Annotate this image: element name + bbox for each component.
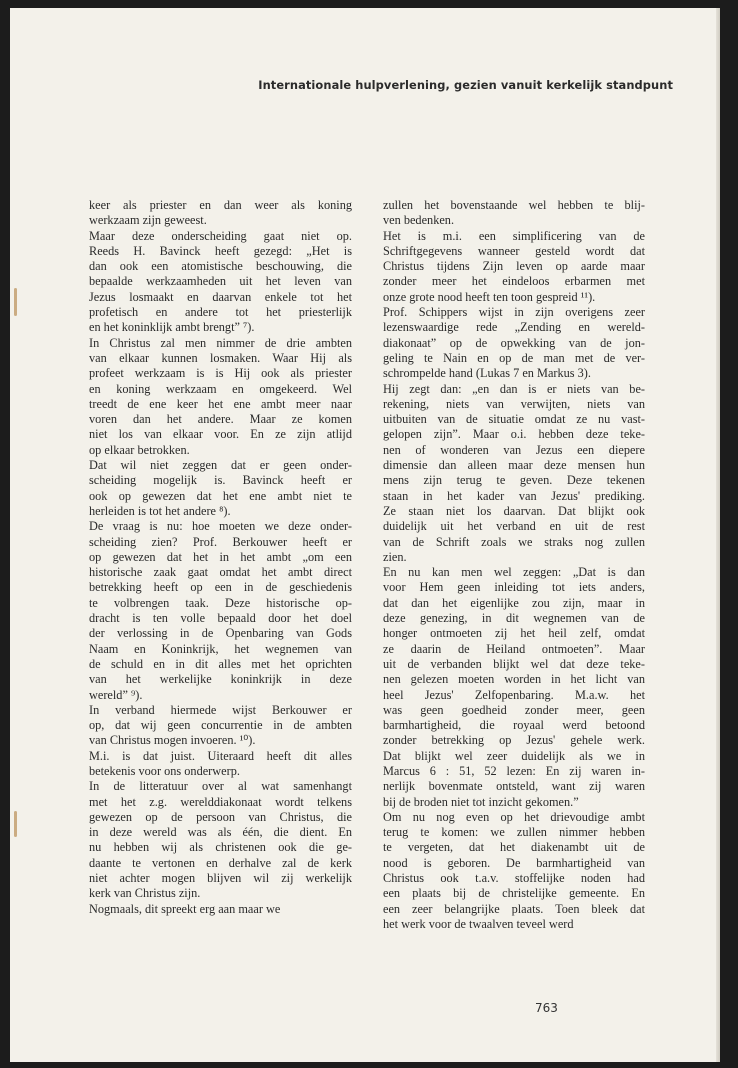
text-line: en koning werkzaam en omgekeerd. Wel — [89, 381, 352, 396]
text-line: treedt de ene keer het ene ambt meer naar — [89, 396, 352, 411]
text-line: scheiding zien? Prof. Berkouwer heeft er — [89, 534, 352, 549]
text-line: Nogmaals, dit spreekt erg aan maar we — [89, 901, 281, 916]
text-line: In de litteratuur over al wat samenhangt — [89, 779, 352, 794]
text-line: onze grote nood heeft ten toon gespreid ¹¹). — [383, 289, 596, 304]
text-line: lezenswaardige rede „Zending en wereld- — [383, 320, 645, 335]
text-line: rekening, niets van verwijten, niets van — [383, 396, 645, 411]
text-line: dracht is ten volle bepaald door het doel — [89, 611, 352, 626]
text-line: ze daarin de Heiland ontmoeten”. Maar — [383, 641, 645, 656]
text-line: en het koninklijk ambt brengt” ⁷). — [89, 320, 255, 335]
text-line: nu hebben wij als christenen ook die ge- — [89, 840, 352, 855]
text-line: gelopen zijn”. Maar o.i. hebben deze teke- — [383, 427, 645, 442]
text-line: dan ook een atomistische beschouwing, die — [89, 259, 352, 274]
text-line: profeet werkzaam is is Hij ook als priester — [89, 366, 352, 381]
text-line: uit de verbanden blijkt wel dat deze teke- — [383, 656, 645, 671]
text-line: op gewezen dat het in het ambt „om een — [89, 549, 352, 564]
text-line: Dat blijkt wel zeer duidelijk als we in — [383, 748, 645, 763]
text-line: een plaats bij de christelijke gemeente. En — [383, 886, 645, 901]
text-line: kerk van Christus zijn. — [89, 886, 201, 901]
text-line: van Christus mogen invoeren. ¹⁰). — [89, 733, 256, 748]
binding-stain-mark — [14, 811, 17, 837]
text-line: een zeer belangrijke plaats. Toen bleek dat — [383, 901, 645, 916]
text-line: honger ontmoeten zij het heil zelf, omdat — [383, 626, 645, 641]
text-line: In Christus zal men nimmer de drie ambten — [89, 335, 352, 350]
text-line: Dat wil niet zeggen dat er geen onder- — [89, 458, 352, 473]
text-line: daante te vertonen en derhalve zal de kerk — [89, 855, 352, 870]
text-line: zien. — [383, 549, 407, 564]
text-line: te volbrengen taak. Deze historische op- — [89, 595, 352, 610]
text-line: Maar deze onderscheiding gaat niet op. — [89, 228, 352, 243]
text-line: geling te Nain en op de man met de ver- — [383, 350, 645, 365]
text-line: profetisch en andere tot het priesterlijk — [89, 305, 352, 320]
page-number: 763 — [535, 1001, 558, 1015]
text-line: nerlijk bovenmate ontsteld, want zij waren — [383, 779, 645, 794]
text-line: M.i. is dat juist. Uiteraard heeft dit alles — [89, 748, 352, 763]
running-header-title: Internationale hulpverlening, gezien vanuit kerkelijk standpunt — [258, 78, 673, 92]
text-line: Christus tijdens Zijn leven op aarde maar — [383, 259, 645, 274]
text-line: heel Jezus' Zelfopenbaring. M.a.w. het — [383, 687, 645, 702]
text-line: van elkaar kunnen losmaken. Waar Hij als — [89, 350, 352, 365]
text-line: nood is geboren. De barmhartigheid van — [383, 855, 645, 870]
text-line: van de Schrift zoals we straks nog zullen — [383, 534, 645, 549]
text-line: scheiding mogelijk is. Bavinck heeft er — [89, 473, 352, 488]
text-line: Jezus losmaakt en daarvan enkele tot het — [89, 289, 352, 304]
text-line: bepaalde werkzaamheden uit het leven van — [89, 274, 352, 289]
text-line: op, dat wij geen concurrentie in de ambten — [89, 718, 352, 733]
left-text-column — [89, 198, 352, 917]
text-line: werkzaam zijn geweest. — [89, 213, 207, 228]
text-line: betekenis voor ons onderwerp. — [89, 763, 240, 778]
text-line: historische zaak gaat omdat het ambt direct — [89, 565, 352, 580]
text-line: ven bedenken. — [383, 213, 455, 228]
text-line: met het z.g. werelddiakonaat wordt telkens — [89, 794, 352, 809]
text-line: Marcus 6 : 51, 52 lezen: En zij waren in- — [383, 763, 645, 778]
text-line: duidelijk uit het verband en uit de rest — [383, 519, 645, 534]
text-line: niet achter mogen blijven wil zij werkelijk — [89, 871, 352, 886]
text-line: De vraag is nu: hoe moeten we deze onder- — [89, 519, 352, 534]
text-line: Het is m.i. een simplificering van de — [383, 228, 645, 243]
text-line: op elkaar betrokken. — [89, 442, 190, 457]
text-line: keer als priester en dan weer als koning — [89, 198, 352, 212]
text-line: wereld” ⁹). — [89, 687, 143, 702]
text-line: terug te komen: we zullen nimmer hebben — [383, 825, 645, 840]
text-line: Om nu nog even op het drievoudige ambt — [383, 809, 645, 824]
text-line: ook op gewezen dat het ene ambt niet te — [89, 488, 352, 503]
text-line: van het werkelijke koninkrijk in deze — [89, 672, 352, 687]
text-line: Prof. Schippers wijst in zijn overigens zeer — [383, 305, 645, 320]
text-line: nen gelezen moeten worden in het licht van — [383, 672, 645, 687]
text-line: dimensie dan alleen maar deze mensen hun — [383, 458, 645, 473]
text-line: Naam en Koninkrijk, het wegnemen van — [89, 641, 352, 656]
text-line: deze genezing, in dit wegnemen van de — [383, 611, 645, 626]
text-line: te vergeten, dat het diakenambt uit de — [383, 840, 645, 855]
text-line: diakonaat” op de opwekking van de jon- — [383, 335, 645, 350]
text-line: in deze wereld was als één, die dient. En — [89, 825, 352, 840]
text-line: het werk voor de twaalven teveel werd — [383, 916, 574, 931]
text-line: de schuld en in dit alles met het oprichten — [89, 656, 352, 671]
text-line: voor Hem geen inleiding tot iets anders, — [383, 580, 645, 595]
text-line: In verband hiermede wijst Berkouwer er — [89, 702, 352, 717]
text-line: herleiden is tot het andere ⁸). — [89, 503, 231, 518]
text-line: was geen goedheid zonder meer, geen — [383, 702, 645, 717]
text-line: Christus ook t.a.v. stoffelijke noden had — [383, 871, 645, 886]
text-line: Hij zegt dan: „en dan is er niets van be- — [383, 381, 645, 396]
text-line: nen of wonderen van Jezus een diepere — [383, 442, 645, 457]
page-edge-shadow — [716, 8, 720, 1062]
text-line: dat dan het eigenlijke zou zijn, maar in — [383, 595, 645, 610]
text-line: bij de broden niet tot inzicht gekomen.” — [383, 794, 579, 809]
text-line: Ze staan niet los daarvan. Dat blijkt ook — [383, 503, 645, 518]
text-line: zullen het bovenstaande wel hebben te blij- — [383, 198, 645, 212]
text-line: uitbuiten van de situatie omdat ze nu vast- — [383, 412, 645, 427]
text-line: gewezen op de persoon van Christus, die — [89, 809, 352, 824]
right-text-column — [383, 198, 645, 932]
text-line: zonder betrekking op Jezus' gehele werk. — [383, 733, 645, 748]
binding-stain-mark — [14, 288, 17, 316]
text-line: mens zijn terug te geven. Deze tekenen — [383, 473, 645, 488]
text-line: barmhartigheid, die royaal werd betoond — [383, 718, 645, 733]
text-line: der verlossing in de Openbaring van Gods — [89, 626, 352, 641]
text-line: Reeds H. Bavinck heeft gezegd: „Het is — [89, 243, 352, 258]
text-line: zonder meer het eindeloos erbarmen met — [383, 274, 645, 289]
text-line: staan in het kader van Jezus' prediking. — [383, 488, 645, 503]
scanned-page — [10, 8, 720, 1062]
text-line: betrekking heeft op een in de geschiedenis — [89, 580, 352, 595]
text-line: En nu kan men wel zeggen: „Dat is dan — [383, 565, 645, 580]
text-line: Schriftgegevens wanneer gesteld wordt dat — [383, 243, 645, 258]
text-line: niet los van elkaar voor. En ze zijn atlijd — [89, 427, 352, 442]
text-line: schrompelde hand (Lukas 7 en Markus 3). — [383, 366, 591, 381]
text-line: voren dan het andere. Maar ze komen — [89, 412, 352, 427]
